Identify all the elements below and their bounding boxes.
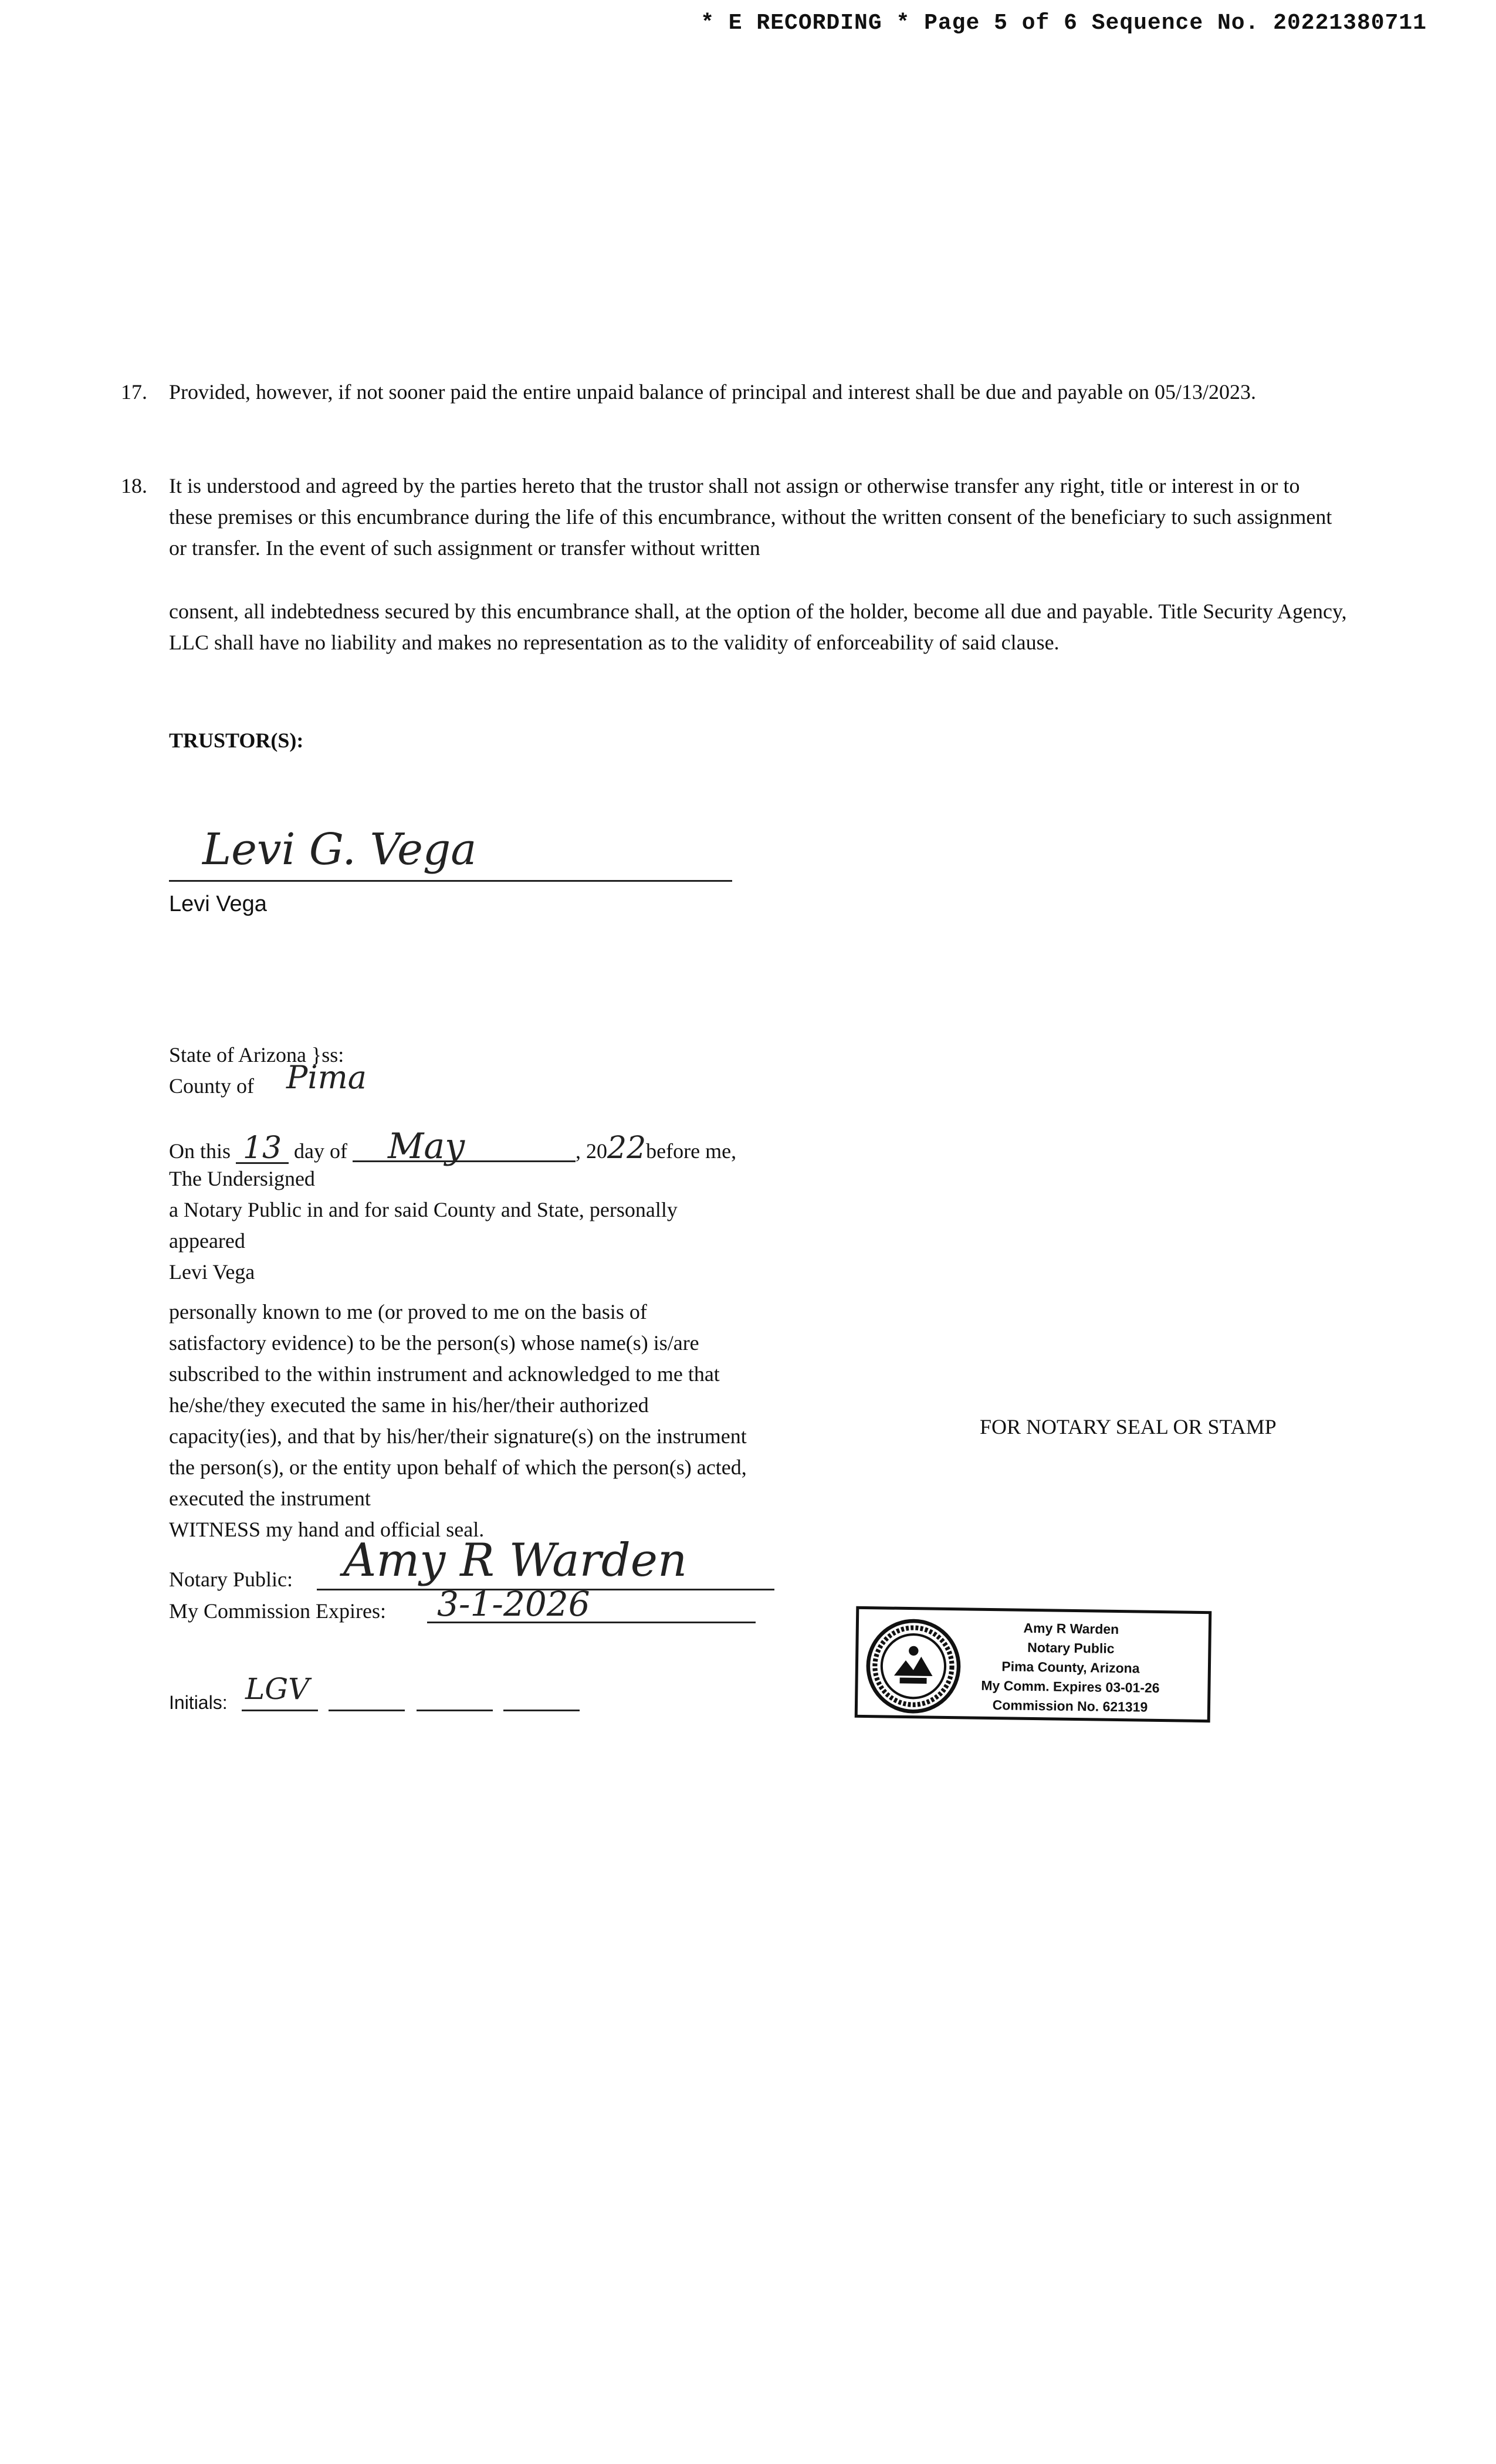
ack-line: satisfactory evidence) to be the person(s) whose name(s) is/are [169,1331,699,1355]
acknowledgment-body [169,1297,873,1545]
commission-handwritten: 3-1-2026 [437,1584,590,1624]
county-label: County of [169,1074,255,1098]
stamp-line: Notary Public [1027,1639,1115,1656]
clause-17-text: Provided, however, if not sooner paid the entire unpaid balance of principal and interest shall be due and payable on 05/13/2023. [169,380,1257,404]
clause-18-number: 18. [121,474,147,497]
ack-line: he/she/they executed the same in his/her/their authorized [169,1393,649,1417]
clause-17-number: 17. [121,380,147,404]
notary-line-2: appeared [169,1229,245,1253]
stamp-line: Pima County, Arizona [1001,1659,1140,1676]
state-line: State of Arizona }ss: [169,1043,344,1067]
ack-line: executed the instrument [169,1487,371,1510]
trustor-signature-line [169,880,732,882]
recording-header: * E RECORDING * Page 5 of 6 Sequence No. 20221380711 [700,11,1427,36]
initials-line-4 [503,1710,580,1711]
day-handwritten: 13 [236,1134,289,1164]
initials-label: Initials: [169,1692,228,1713]
initials-line-3 [417,1710,493,1711]
ack-line: capacity(ies), and that by his/her/their signature(s) on the instrument [169,1424,747,1448]
notary-line-1: a Notary Public in and for said County and State, personally [169,1198,678,1221]
notary-stamp [855,1606,1212,1722]
initials-handwritten: LGV [245,1672,310,1706]
day-of-label: day of [294,1139,347,1163]
ack-line: WITNESS my hand and official seal. [169,1518,485,1541]
before-me: before me, [646,1139,737,1163]
county-handwritten: Pima [286,1059,367,1096]
ack-line: subscribed to the within instrument and acknowledged to me that [169,1362,720,1386]
notary-public-label: Notary Public: [169,1568,293,1591]
year-prefix: , 20 [575,1139,607,1163]
initials-line-2 [329,1710,405,1711]
stamp-line: Commission No. 621319 [992,1697,1148,1715]
clause-18-text: It is understood and agreed by the parties hereto that the trustor shall not assign or otherwise transfer any right, title or interest in or to these premises or this encumbrance during the life of this encumbrance, without the written consent of the beneficiary to such assignment or transfer. In the event of such assignment or transfer without written [169,474,1332,560]
trustor-name: Levi Vega [169,892,267,916]
year-handwritten: 22 [607,1131,647,1166]
appeared-name: Levi Vega [169,1260,255,1284]
notary-signature: Amy R Warden [343,1534,688,1587]
date-line [169,1126,737,1167]
commission-label: My Commission Expires: [169,1599,387,1623]
clause-18-continuation: consent, all indebtedness secured by this encumbrance shall, at the option of the holder, become all due and payable. Title Security Agency, LLC shall have no liability and makes no representation as to the validity of enforceability of said clause. [169,600,1347,654]
trustor-signature: Levi G. Vega [202,824,477,875]
month-handwritten: May [353,1132,576,1162]
ack-line: the person(s), or the entity upon behalf of which the person(s) acted, [169,1456,747,1479]
stamp-line: Amy R Warden [1023,1620,1119,1637]
initials-line-1 [242,1710,318,1711]
stamp-line: My Comm. Expires 03-01-26 [981,1677,1160,1696]
officer-name: The Undersigned [169,1167,315,1190]
ack-line: personally known to me (or proved to me on the basis of [169,1300,647,1324]
trustor-heading: TRUSTOR(S): [169,729,304,752]
notary-seal-caption: FOR NOTARY SEAL OR STAMP [980,1415,1277,1439]
stamp-text [947,1617,1194,1718]
on-this-label: On this [169,1139,231,1163]
